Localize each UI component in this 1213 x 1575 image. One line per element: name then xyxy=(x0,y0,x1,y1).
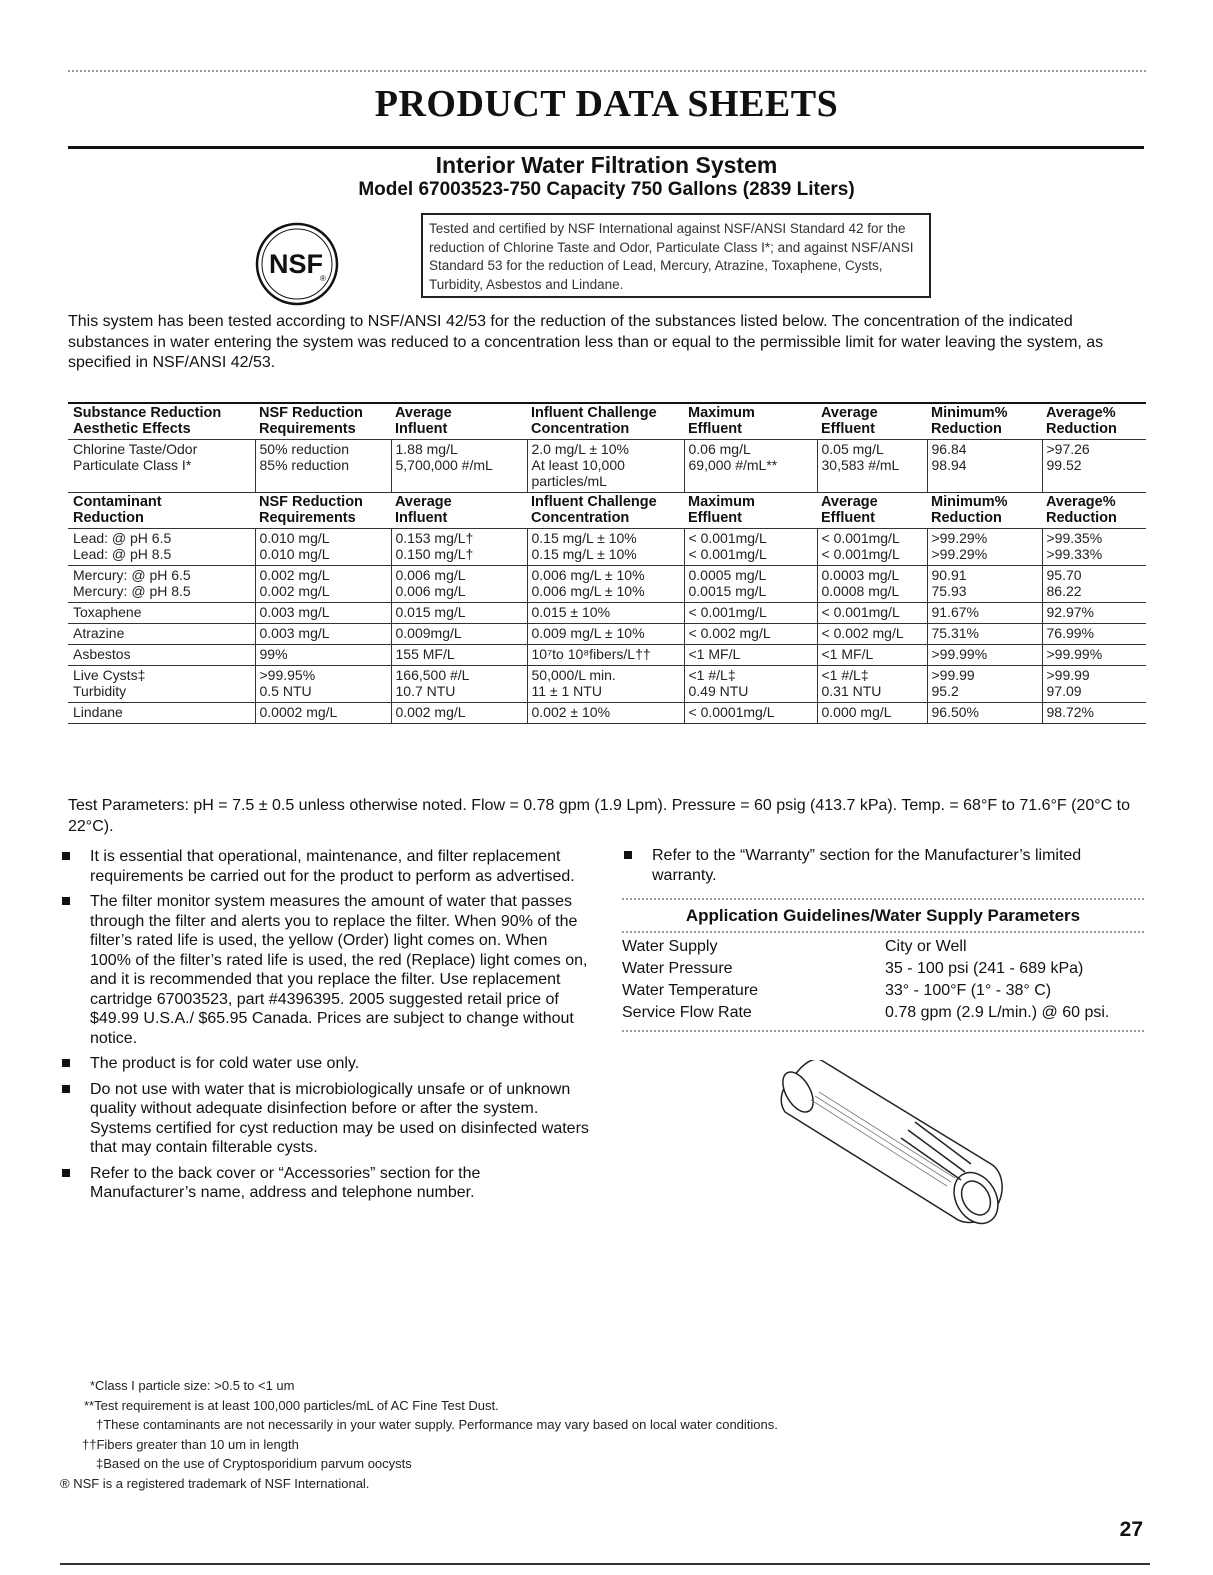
application-label: Water Supply xyxy=(622,938,718,955)
table-cell: 1.88 mg/L 5,700,000 #/mL xyxy=(391,440,527,493)
table-cell: 2.0 mg/L ± 10% At least 10,000 particles/mL xyxy=(527,440,684,493)
table-row xyxy=(68,603,1146,624)
table-cell: 50% reduction 85% reduction xyxy=(255,440,391,493)
table-cell: Minimum% Reduction xyxy=(927,493,1042,529)
table-cell: >99.99 95.2 xyxy=(927,666,1042,703)
table-cell: 0.002 mg/L 0.002 mg/L xyxy=(255,566,391,603)
bullet-item: Do not use with water that is microbiologically unsafe or of unknown quality without adequate disinfection before or after the system. Systems certified for cyst reduction may be used on disinfected waters that may contain filterable cysts. xyxy=(60,1080,590,1158)
table-cell: Influent Challenge Concentration xyxy=(527,493,684,529)
table-cell: 0.000 mg/L xyxy=(817,703,927,724)
table-cell: Average Influent xyxy=(391,493,527,529)
table-cell: Mercury: @ pH 6.5 Mercury: @ pH 8.5 xyxy=(68,566,255,603)
left-bullet-list xyxy=(60,847,590,1209)
page-title: PRODUCT DATA SHEETS xyxy=(374,83,839,125)
application-value: 0.78 gpm (2.9 L/min.) @ 60 psi. xyxy=(885,1004,1110,1021)
table-cell: 166,500 #/L 10.7 NTU xyxy=(391,666,527,703)
table-cell: < 0.0001mg/L xyxy=(684,703,817,724)
table-cell: >99.29% >99.29% xyxy=(927,529,1042,566)
product-subtitle: Interior Water Filtration System xyxy=(435,152,778,178)
table-cell: 75.31% xyxy=(927,624,1042,645)
table-cell: 10⁷to 10⁸fibers/L†† xyxy=(527,645,684,666)
footnote: †These contaminants are not necessarily in your water supply. Performance may vary based on local water conditions. xyxy=(96,1417,778,1432)
table-cell: NSF Reduction Requirements xyxy=(255,403,391,440)
table-row xyxy=(68,566,1146,603)
table-cell: 0.15 mg/L ± 10% 0.15 mg/L ± 10% xyxy=(527,529,684,566)
table-cell: 0.002 ± 10% xyxy=(527,703,684,724)
table-row xyxy=(68,703,1146,724)
table-cell: >99.35% >99.33% xyxy=(1042,529,1146,566)
intro-paragraph: This system has been tested according to NSF/ANSI 42/53 for the reduction of the substances listed below. The concentration of the indicated substances in water entering the system was reduced to a concentration less than or equal to the permissible limit for water leaving the system, as specified in NSF/ANSI 42/53. xyxy=(68,313,1104,371)
bullet-item: The filter monitor system measures the amount of water that passes through the filter and alerts you to replace the filter. When 90% of the filter’s rated life is used, the yellow (Order) light comes on. When 100% of the filter’s rated life is used, the red (Replace) light comes on, and it is recommended that you replace the filter. Use replacement cartridge 67003523, part #4396395. 2005 suggested retail price of $49.99 U.S.A./ $65.95 Canada. Prices are subject to change without notice. xyxy=(60,892,590,1048)
table-cell: Asbestos xyxy=(68,645,255,666)
table-cell: <1 #/L‡ 0.31 NTU xyxy=(817,666,927,703)
table-cell: 76.99% xyxy=(1042,624,1146,645)
table-cell: Maximum Effluent xyxy=(684,493,817,529)
footnote: *Class I particle size: >0.5 to <1 um xyxy=(90,1378,295,1393)
bullet-item: Refer to the back cover or “Accessories” section for the Manufacturer’s name, address and telephone number. xyxy=(60,1164,590,1203)
table-cell: 96.50% xyxy=(927,703,1042,724)
application-row xyxy=(622,980,1144,1002)
table-cell: 99% xyxy=(255,645,391,666)
certification-box: Tested and certified by NSF International against NSF/ANSI Standard 42 for the reduction of Chlorine Taste and Odor, Particulate Class I*; and against NSF/ANSI Standard 53 for the reduction of Lead, Mercury, Atrazine, Toxaphene, Cysts, Turbidity, Asbestos and Lindane. xyxy=(421,213,931,298)
table-cell: 155 MF/L xyxy=(391,645,527,666)
table-cell: 96.84 98.94 xyxy=(927,440,1042,493)
model-capacity-line: Model 67003523-750 Capacity 750 Gallons (2839 Liters) xyxy=(358,179,855,200)
table-cell: 0.009mg/L xyxy=(391,624,527,645)
table-cell: Average Influent xyxy=(391,403,527,440)
table-cell: Maximum Effluent xyxy=(684,403,817,440)
table-cell: 0.002 mg/L xyxy=(391,703,527,724)
application-value: City or Well xyxy=(885,938,967,955)
application-label: Service Flow Rate xyxy=(622,1004,752,1021)
table-cell: Toxaphene xyxy=(68,603,255,624)
table-cell: Contaminant Reduction xyxy=(68,493,255,529)
table-cell: Influent Challenge Concentration xyxy=(527,403,684,440)
app-bottom-rule xyxy=(622,1030,1144,1032)
table-cell: < 0.001mg/L < 0.001mg/L xyxy=(684,529,817,566)
table-cell: < 0.002 mg/L xyxy=(684,624,817,645)
table-cell: NSF Reduction Requirements xyxy=(255,493,391,529)
table-cell: 0.06 mg/L 69,000 #/mL** xyxy=(684,440,817,493)
bullet-item: Refer to the “Warranty” section for the Manufacturer’s limited warranty. xyxy=(622,846,1142,885)
nsf-logo-text: NSF xyxy=(269,249,323,279)
application-row xyxy=(622,958,1144,980)
performance-data-table xyxy=(68,402,1146,724)
title-rule xyxy=(68,146,1144,149)
footnote: ‡Based on the use of Cryptosporidium parvum oocysts xyxy=(96,1456,412,1471)
table-cell: 0.006 mg/L 0.006 mg/L xyxy=(391,566,527,603)
table-cell: < 0.001mg/L xyxy=(817,603,927,624)
table-cell: 0.009 mg/L ± 10% xyxy=(527,624,684,645)
table-cell: 90.91 75.93 xyxy=(927,566,1042,603)
filter-cartridge-illustration xyxy=(765,1060,1025,1230)
svg-text:®: ® xyxy=(320,274,326,283)
footnote: ® NSF is a registered trademark of NSF International. xyxy=(60,1475,370,1491)
nsf-logo-icon xyxy=(254,221,340,307)
table-cell: >99.95% 0.5 NTU xyxy=(255,666,391,703)
table-row xyxy=(68,440,1146,493)
table-cell: < 0.001mg/L xyxy=(684,603,817,624)
table-cell: 0.015 mg/L xyxy=(391,603,527,624)
table-cell: >99.99% xyxy=(927,645,1042,666)
table-cell: >99.99 97.09 xyxy=(1042,666,1146,703)
test-parameters: Test Parameters: pH = 7.5 ± 0.5 unless otherwise noted. Flow = 0.78 gpm (1.9 Lpm). Pressure = 60 psig (413.7 kPa). Temp. = 68°F to 71.6°F (20°C to 22°C). xyxy=(68,797,1130,835)
top-dotted-rule xyxy=(68,70,1146,72)
table-cell: 0.010 mg/L 0.010 mg/L xyxy=(255,529,391,566)
table-cell: Average% Reduction xyxy=(1042,403,1146,440)
table-cell: Minimum% Reduction xyxy=(927,403,1042,440)
table-cell: Average Effluent xyxy=(817,493,927,529)
footnotes xyxy=(60,1376,1060,1493)
page-number: 27 xyxy=(1119,1518,1143,1541)
table-cell: Lindane xyxy=(68,703,255,724)
table-cell: 0.015 ± 10% xyxy=(527,603,684,624)
table-cell: 0.006 mg/L ± 10% 0.006 mg/L ± 10% xyxy=(527,566,684,603)
table-row xyxy=(68,666,1146,703)
application-heading: Application Guidelines/Water Supply Parameters xyxy=(685,906,1081,925)
table-cell: Chlorine Taste/Odor Particulate Class I* xyxy=(68,440,255,493)
table-cell: Average% Reduction xyxy=(1042,493,1146,529)
footnote: ††Fibers greater than 10 um in length xyxy=(82,1436,299,1452)
table-cell: 0.003 mg/L xyxy=(255,603,391,624)
table-body xyxy=(68,403,1146,724)
table-cell: Average Effluent xyxy=(817,403,927,440)
table-cell: >99.99% xyxy=(1042,645,1146,666)
footnote: **Test requirement is at least 100,000 particles/mL of AC Fine Test Dust. xyxy=(84,1397,499,1413)
table-cell: 91.67% xyxy=(927,603,1042,624)
bullet-item: It is essential that operational, maintenance, and filter replacement requirements be carried out for the product to perform as advertised. xyxy=(60,847,590,886)
table-cell: <1 MF/L xyxy=(817,645,927,666)
table-cell: 0.0003 mg/L 0.0008 mg/L xyxy=(817,566,927,603)
table-cell: < 0.001mg/L < 0.001mg/L xyxy=(817,529,927,566)
table-cell: 92.97% xyxy=(1042,603,1146,624)
table-cell: 0.0002 mg/L xyxy=(255,703,391,724)
table-cell: 0.0005 mg/L 0.0015 mg/L xyxy=(684,566,817,603)
table-cell: Lead: @ pH 6.5 Lead: @ pH 8.5 xyxy=(68,529,255,566)
table-cell: >97.26 99.52 xyxy=(1042,440,1146,493)
table-header-row xyxy=(68,493,1146,529)
bottom-rule xyxy=(60,1563,1150,1565)
table-cell: < 0.002 mg/L xyxy=(817,624,927,645)
app-top-rule xyxy=(622,898,1144,900)
table-cell: 0.003 mg/L xyxy=(255,624,391,645)
table-cell: <1 MF/L xyxy=(684,645,817,666)
table-row xyxy=(68,645,1146,666)
table-cell: Substance Reduction Aesthetic Effects xyxy=(68,403,255,440)
right-bullet-list xyxy=(622,846,1142,891)
table-cell: 95.70 86.22 xyxy=(1042,566,1146,603)
application-label: Water Temperature xyxy=(622,982,759,999)
table-header-row xyxy=(68,403,1146,440)
application-table xyxy=(622,936,1144,1024)
table-row xyxy=(68,624,1146,645)
application-row xyxy=(622,936,1144,958)
application-label: Water Pressure xyxy=(622,960,733,977)
table-cell: 50,000/L min. 11 ± 1 NTU xyxy=(527,666,684,703)
application-row xyxy=(622,1002,1144,1024)
application-value: 33° - 100°F (1° - 38° C) xyxy=(885,982,1052,999)
app-heading-rule xyxy=(622,931,1144,933)
table-cell: 0.05 mg/L 30,583 #/mL xyxy=(817,440,927,493)
table-cell: Live Cysts‡ Turbidity xyxy=(68,666,255,703)
bullet-item: The product is for cold water use only. xyxy=(60,1054,590,1074)
application-value: 35 - 100 psi (241 - 689 kPa) xyxy=(885,960,1084,977)
table-cell: Atrazine xyxy=(68,624,255,645)
table-cell: <1 #/L‡ 0.49 NTU xyxy=(684,666,817,703)
table-cell: 0.153 mg/L† 0.150 mg/L† xyxy=(391,529,527,566)
table-cell: 98.72% xyxy=(1042,703,1146,724)
table-row xyxy=(68,529,1146,566)
